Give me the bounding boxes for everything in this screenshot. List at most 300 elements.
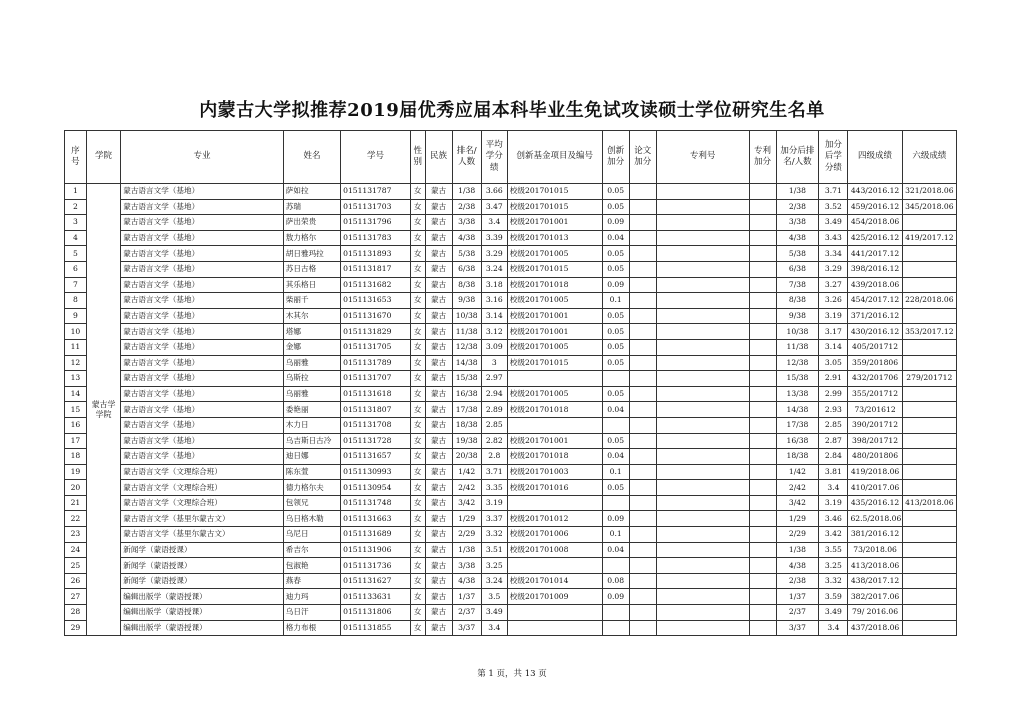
cell-student-id: 0151131893 [341, 246, 411, 262]
cell-innovation-bonus: 0.04 [602, 449, 629, 465]
cell-seq: 25 [65, 558, 87, 574]
cell-seq: 4 [65, 230, 87, 246]
cell-bonus-rank: 1/38 [776, 184, 819, 200]
cell-patent-no [656, 308, 749, 324]
cell-gender: 女 [410, 199, 425, 215]
cell-ethnicity: 蒙古 [425, 261, 452, 277]
cell-innovation-project [507, 620, 602, 636]
cell-paper-bonus [629, 527, 656, 543]
cell-innovation-bonus: 0.05 [602, 308, 629, 324]
table-row [65, 480, 957, 496]
table-row [65, 339, 957, 355]
cell-major: 蒙古语言文学（基地） [121, 246, 284, 262]
cell-innovation-bonus [602, 605, 629, 621]
cell-name: 乌日汗 [283, 605, 340, 621]
table-row [65, 402, 957, 418]
cell-innovation-bonus: 0.04 [602, 542, 629, 558]
cell-rank: 3/37 [452, 620, 481, 636]
cell-name: 格力布根 [283, 620, 340, 636]
cell-ethnicity: 蒙古 [425, 495, 452, 511]
cell-patent-bonus [749, 324, 776, 340]
cell-rank: 20/38 [452, 449, 481, 465]
table-row [65, 527, 957, 543]
cell-cet4: 430/2016.12 [848, 324, 902, 340]
cell-seq: 3 [65, 215, 87, 231]
cell-name: 塔娜 [283, 324, 340, 340]
cell-patent-no [656, 246, 749, 262]
cell-cet4: 79/ 2016.06 [848, 605, 902, 621]
cell-gpa: 3.35 [481, 480, 507, 496]
cell-student-id: 0151131829 [341, 324, 411, 340]
cell-rank: 8/38 [452, 277, 481, 293]
cell-bonus-gpa: 3.25 [819, 558, 848, 574]
cell-bonus-rank: 12/38 [776, 355, 819, 371]
cell-cet4: 441/2017.12 [848, 246, 902, 262]
cell-bonus-gpa: 3.19 [819, 308, 848, 324]
cell-bonus-rank: 10/38 [776, 324, 819, 340]
cell-innovation-bonus: 0.05 [602, 386, 629, 402]
cell-gpa: 2.94 [481, 386, 507, 402]
cell-patent-no [656, 324, 749, 340]
cell-rank: 12/38 [452, 339, 481, 355]
cell-ethnicity: 蒙古 [425, 511, 452, 527]
cell-ethnicity: 蒙古 [425, 433, 452, 449]
cell-innovation-bonus: 0.1 [602, 293, 629, 309]
cell-innovation-project: 校级201701005 [507, 293, 602, 309]
recommendation-table [64, 130, 957, 636]
header-name: 姓名 [283, 131, 340, 184]
cell-name: 乌尼日 [283, 527, 340, 543]
cell-gender: 女 [410, 542, 425, 558]
cell-cet4: 419/2018.06 [848, 464, 902, 480]
cell-innovation-project: 校级201701016 [507, 480, 602, 496]
cell-seq: 1 [65, 184, 87, 200]
cell-innovation-project: 校级201701005 [507, 386, 602, 402]
cell-bonus-gpa: 3.49 [819, 605, 848, 621]
cell-name: 乌丽雅 [283, 355, 340, 371]
cell-gender: 女 [410, 246, 425, 262]
cell-name: 希吉尔 [283, 542, 340, 558]
cell-cet6 [902, 480, 956, 496]
table-row [65, 355, 957, 371]
cell-patent-no [656, 449, 749, 465]
cell-patent-bonus [749, 277, 776, 293]
cell-bonus-rank: 2/29 [776, 527, 819, 543]
cell-student-id: 0151131796 [341, 215, 411, 231]
cell-major: 蒙古语言文学（基里尔蒙古文） [121, 527, 284, 543]
cell-patent-bonus [749, 542, 776, 558]
cell-college: 蒙古学学院 [86, 184, 120, 636]
cell-bonus-rank: 1/29 [776, 511, 819, 527]
cell-cet4: 355/201712 [848, 386, 902, 402]
cell-innovation-bonus: 0.1 [602, 527, 629, 543]
cell-cet4: 382/2017.06 [848, 589, 902, 605]
table-row [65, 199, 957, 215]
cell-paper-bonus [629, 605, 656, 621]
cell-cet6: 419/2017.12 [902, 230, 956, 246]
cell-paper-bonus [629, 573, 656, 589]
cell-student-id: 0151131817 [341, 261, 411, 277]
cell-seq: 29 [65, 620, 87, 636]
cell-patent-no [656, 277, 749, 293]
cell-student-id: 0151130993 [341, 464, 411, 480]
cell-gender: 女 [410, 230, 425, 246]
cell-bonus-rank: 3/38 [776, 215, 819, 231]
cell-cet6 [902, 246, 956, 262]
cell-rank: 1/38 [452, 184, 481, 200]
table-row [65, 230, 957, 246]
cell-seq: 6 [65, 261, 87, 277]
header-seq: 序号 [65, 131, 87, 184]
cell-ethnicity: 蒙古 [425, 605, 452, 621]
cell-rank: 2/37 [452, 605, 481, 621]
cell-paper-bonus [629, 339, 656, 355]
cell-paper-bonus [629, 558, 656, 574]
cell-innovation-bonus: 0.05 [602, 261, 629, 277]
cell-rank: 19/38 [452, 433, 481, 449]
cell-gpa: 3.12 [481, 324, 507, 340]
cell-gender: 女 [410, 261, 425, 277]
cell-rank: 2/29 [452, 527, 481, 543]
cell-seq: 24 [65, 542, 87, 558]
header-patent-no: 专利号 [656, 131, 749, 184]
cell-patent-bonus [749, 589, 776, 605]
cell-patent-no [656, 402, 749, 418]
cell-paper-bonus [629, 371, 656, 387]
cell-innovation-project [507, 495, 602, 511]
cell-bonus-rank: 8/38 [776, 293, 819, 309]
cell-seq: 8 [65, 293, 87, 309]
cell-gender: 女 [410, 495, 425, 511]
cell-name: 敖力格尔 [283, 230, 340, 246]
cell-patent-no [656, 215, 749, 231]
cell-paper-bonus [629, 324, 656, 340]
cell-student-id: 0151131682 [341, 277, 411, 293]
cell-student-id: 0151131618 [341, 386, 411, 402]
cell-patent-no [656, 184, 749, 200]
cell-ethnicity: 蒙古 [425, 355, 452, 371]
cell-patent-bonus [749, 386, 776, 402]
cell-gpa: 2.8 [481, 449, 507, 465]
cell-name: 萨出荣贵 [283, 215, 340, 231]
table-row [65, 542, 957, 558]
cell-bonus-rank: 1/42 [776, 464, 819, 480]
cell-ethnicity: 蒙古 [425, 215, 452, 231]
cell-cet4: 437/2018.06 [848, 620, 902, 636]
cell-major: 蒙古语言文学（基地） [121, 371, 284, 387]
cell-bonus-gpa: 3.27 [819, 277, 848, 293]
cell-cet4: 359/201806 [848, 355, 902, 371]
cell-gender: 女 [410, 558, 425, 574]
header-bonus-gpa: 加分后学分绩 [819, 131, 848, 184]
cell-cet4: 439/2018.06 [848, 277, 902, 293]
header-cet6: 六级成绩 [902, 131, 956, 184]
cell-seq: 9 [65, 308, 87, 324]
cell-gpa: 3.71 [481, 464, 507, 480]
cell-bonus-rank: 2/37 [776, 605, 819, 621]
cell-gpa: 2.97 [481, 371, 507, 387]
cell-gender: 女 [410, 527, 425, 543]
cell-major: 蒙古语言文学（基地） [121, 293, 284, 309]
cell-paper-bonus [629, 215, 656, 231]
cell-seq: 19 [65, 464, 87, 480]
cell-bonus-gpa: 3.05 [819, 355, 848, 371]
cell-innovation-bonus [602, 371, 629, 387]
cell-paper-bonus [629, 433, 656, 449]
header-student-id: 学号 [341, 131, 411, 184]
cell-rank: 18/38 [452, 417, 481, 433]
cell-patent-bonus [749, 230, 776, 246]
cell-innovation-bonus: 0.05 [602, 355, 629, 371]
header-gender: 性别 [410, 131, 425, 184]
cell-name: 乌斯拉 [283, 371, 340, 387]
cell-innovation-bonus: 0.05 [602, 339, 629, 355]
cell-name: 胡日雅玛拉 [283, 246, 340, 262]
cell-gpa: 3.5 [481, 589, 507, 605]
cell-cet4: 413/2018.06 [848, 558, 902, 574]
cell-rank: 2/38 [452, 199, 481, 215]
cell-gender: 女 [410, 605, 425, 621]
cell-bonus-gpa: 3.4 [819, 480, 848, 496]
cell-bonus-gpa: 3.43 [819, 230, 848, 246]
cell-seq: 7 [65, 277, 87, 293]
cell-name: 苏日古格 [283, 261, 340, 277]
cell-student-id: 0151131807 [341, 402, 411, 418]
cell-name: 包淑艳 [283, 558, 340, 574]
cell-patent-bonus [749, 199, 776, 215]
cell-innovation-bonus [602, 620, 629, 636]
cell-cet4: 454/2017.12 [848, 293, 902, 309]
header-innovation-project: 创新基金项目及编号 [507, 131, 602, 184]
cell-innovation-project: 校级201701009 [507, 589, 602, 605]
cell-innovation-project: 校级201701001 [507, 324, 602, 340]
cell-paper-bonus [629, 277, 656, 293]
cell-major: 编辑出版学（蒙语授课） [121, 589, 284, 605]
cell-bonus-rank: 5/38 [776, 246, 819, 262]
cell-gpa: 3.4 [481, 620, 507, 636]
table-row [65, 558, 957, 574]
cell-paper-bonus [629, 261, 656, 277]
cell-cet6 [902, 464, 956, 480]
cell-patent-no [656, 589, 749, 605]
cell-student-id: 0151131783 [341, 230, 411, 246]
table-row [65, 184, 957, 200]
cell-seq: 18 [65, 449, 87, 465]
cell-cet6: 279/201712 [902, 371, 956, 387]
cell-innovation-bonus: 0.05 [602, 480, 629, 496]
cell-major: 蒙古语言文学（基地） [121, 449, 284, 465]
cell-ethnicity: 蒙古 [425, 480, 452, 496]
cell-bonus-gpa: 3.26 [819, 293, 848, 309]
header-gpa: 平均学分绩 [481, 131, 507, 184]
cell-cet4: 410/2017.06 [848, 480, 902, 496]
cell-seq: 15 [65, 402, 87, 418]
cell-cet6 [902, 605, 956, 621]
header-rank: 排名/人数 [452, 131, 481, 184]
cell-name: 燕春 [283, 573, 340, 589]
table-body [65, 184, 957, 636]
cell-cet4: 62.5/2018.06 [848, 511, 902, 527]
cell-patent-no [656, 620, 749, 636]
header-ethnicity: 民族 [425, 131, 452, 184]
cell-innovation-bonus: 0.05 [602, 199, 629, 215]
table-row [65, 495, 957, 511]
cell-innovation-project: 校级201701014 [507, 573, 602, 589]
cell-gender: 女 [410, 573, 425, 589]
cell-student-id: 0151131789 [341, 355, 411, 371]
cell-major: 蒙古语言文学（文理综合班） [121, 464, 284, 480]
cell-innovation-project: 校级201701005 [507, 246, 602, 262]
cell-rank: 5/38 [452, 246, 481, 262]
cell-seq: 17 [65, 433, 87, 449]
cell-patent-bonus [749, 402, 776, 418]
cell-gpa: 2.85 [481, 417, 507, 433]
cell-ethnicity: 蒙古 [425, 417, 452, 433]
cell-cet4: 73/2018.06 [848, 542, 902, 558]
cell-gender: 女 [410, 386, 425, 402]
cell-bonus-gpa: 3.55 [819, 542, 848, 558]
cell-gender: 女 [410, 620, 425, 636]
header-innovation-bonus: 创新加分 [602, 131, 629, 184]
cell-seq: 22 [65, 511, 87, 527]
cell-bonus-gpa: 3.49 [819, 215, 848, 231]
table-row [65, 308, 957, 324]
cell-bonus-gpa: 2.91 [819, 371, 848, 387]
cell-patent-bonus [749, 480, 776, 496]
cell-paper-bonus [629, 293, 656, 309]
cell-innovation-project: 校级201701015 [507, 355, 602, 371]
cell-student-id: 0151130954 [341, 480, 411, 496]
cell-paper-bonus [629, 542, 656, 558]
cell-gender: 女 [410, 339, 425, 355]
cell-ethnicity: 蒙古 [425, 371, 452, 387]
cell-bonus-gpa: 2.87 [819, 433, 848, 449]
cell-bonus-rank: 3/37 [776, 620, 819, 636]
cell-paper-bonus [629, 230, 656, 246]
cell-rank: 15/38 [452, 371, 481, 387]
cell-ethnicity: 蒙古 [425, 402, 452, 418]
cell-cet4: 454/2018.06 [848, 215, 902, 231]
cell-student-id: 0151131703 [341, 199, 411, 215]
cell-bonus-rank: 9/38 [776, 308, 819, 324]
cell-gpa: 3.47 [481, 199, 507, 215]
cell-innovation-bonus: 0.09 [602, 589, 629, 605]
cell-rank: 3/38 [452, 215, 481, 231]
cell-seq: 26 [65, 573, 87, 589]
cell-patent-bonus [749, 449, 776, 465]
table-row [65, 261, 957, 277]
cell-patent-bonus [749, 495, 776, 511]
cell-major: 蒙古语言文学（基地） [121, 402, 284, 418]
cell-rank: 3/38 [452, 558, 481, 574]
cell-cet6 [902, 277, 956, 293]
cell-innovation-bonus: 0.05 [602, 324, 629, 340]
cell-ethnicity: 蒙古 [425, 230, 452, 246]
cell-cet4: 480/201806 [848, 449, 902, 465]
cell-patent-bonus [749, 558, 776, 574]
cell-patent-no [656, 480, 749, 496]
cell-seq: 28 [65, 605, 87, 621]
cell-bonus-gpa: 3.19 [819, 495, 848, 511]
cell-cet4: 405/201712 [848, 339, 902, 355]
cell-gender: 女 [410, 308, 425, 324]
cell-patent-bonus [749, 293, 776, 309]
cell-seq: 12 [65, 355, 87, 371]
cell-cet4: 398/201712 [848, 433, 902, 449]
cell-cet6 [902, 417, 956, 433]
cell-patent-bonus [749, 417, 776, 433]
cell-patent-no [656, 199, 749, 215]
cell-bonus-gpa: 3.46 [819, 511, 848, 527]
cell-innovation-bonus [602, 495, 629, 511]
header-college: 学院 [86, 131, 120, 184]
cell-name: 德力格尔夫 [283, 480, 340, 496]
cell-cet6: 353/2017.12 [902, 324, 956, 340]
header-bonus-rank: 加分后排名/人数 [776, 131, 819, 184]
cell-innovation-project: 校级201701018 [507, 402, 602, 418]
cell-bonus-rank: 13/38 [776, 386, 819, 402]
cell-bonus-rank: 2/42 [776, 480, 819, 496]
cell-rank: 6/38 [452, 261, 481, 277]
header-patent-bonus: 专利加分 [749, 131, 776, 184]
cell-gpa: 3.39 [481, 230, 507, 246]
cell-gender: 女 [410, 293, 425, 309]
page-title: 内蒙古大学拟推荐2019届优秀应届本科毕业生免试攻读硕士学位研究生名单 [199, 100, 825, 121]
table-row [65, 293, 957, 309]
cell-seq: 14 [65, 386, 87, 402]
cell-major: 蒙古语言文学（基地） [121, 199, 284, 215]
cell-cet6 [902, 339, 956, 355]
table-row [65, 215, 957, 231]
cell-cet6 [902, 589, 956, 605]
cell-major: 蒙古语言文学（基地） [121, 386, 284, 402]
cell-name: 木力日 [283, 417, 340, 433]
cell-bonus-gpa: 3.14 [819, 339, 848, 355]
cell-ethnicity: 蒙古 [425, 573, 452, 589]
cell-major: 蒙古语言文学（基地） [121, 324, 284, 340]
cell-paper-bonus [629, 386, 656, 402]
cell-cet6 [902, 261, 956, 277]
cell-innovation-bonus: 0.1 [602, 464, 629, 480]
cell-bonus-gpa: 2.93 [819, 402, 848, 418]
cell-bonus-rank: 1/37 [776, 589, 819, 605]
cell-seq: 21 [65, 495, 87, 511]
cell-cet6 [902, 433, 956, 449]
cell-bonus-gpa: 3.17 [819, 324, 848, 340]
cell-innovation-project: 校级201701018 [507, 277, 602, 293]
cell-gender: 女 [410, 184, 425, 200]
cell-cet6 [902, 402, 956, 418]
cell-innovation-bonus: 0.09 [602, 277, 629, 293]
cell-innovation-project: 校级201701012 [507, 511, 602, 527]
cell-gpa: 3 [481, 355, 507, 371]
cell-gpa: 3.09 [481, 339, 507, 355]
cell-bonus-rank: 11/38 [776, 339, 819, 355]
table-row [65, 386, 957, 402]
cell-gender: 女 [410, 449, 425, 465]
cell-patent-no [656, 464, 749, 480]
cell-cet6: 413/2018.06 [902, 495, 956, 511]
cell-rank: 4/38 [452, 230, 481, 246]
table-row [65, 371, 957, 387]
cell-patent-bonus [749, 433, 776, 449]
cell-major: 蒙古语言文学（基地） [121, 417, 284, 433]
cell-major: 蒙古语言文学（基地） [121, 230, 284, 246]
cell-rank: 1/37 [452, 589, 481, 605]
cell-innovation-bonus [602, 558, 629, 574]
cell-innovation-project: 校级201701015 [507, 199, 602, 215]
cell-student-id: 0151131748 [341, 495, 411, 511]
